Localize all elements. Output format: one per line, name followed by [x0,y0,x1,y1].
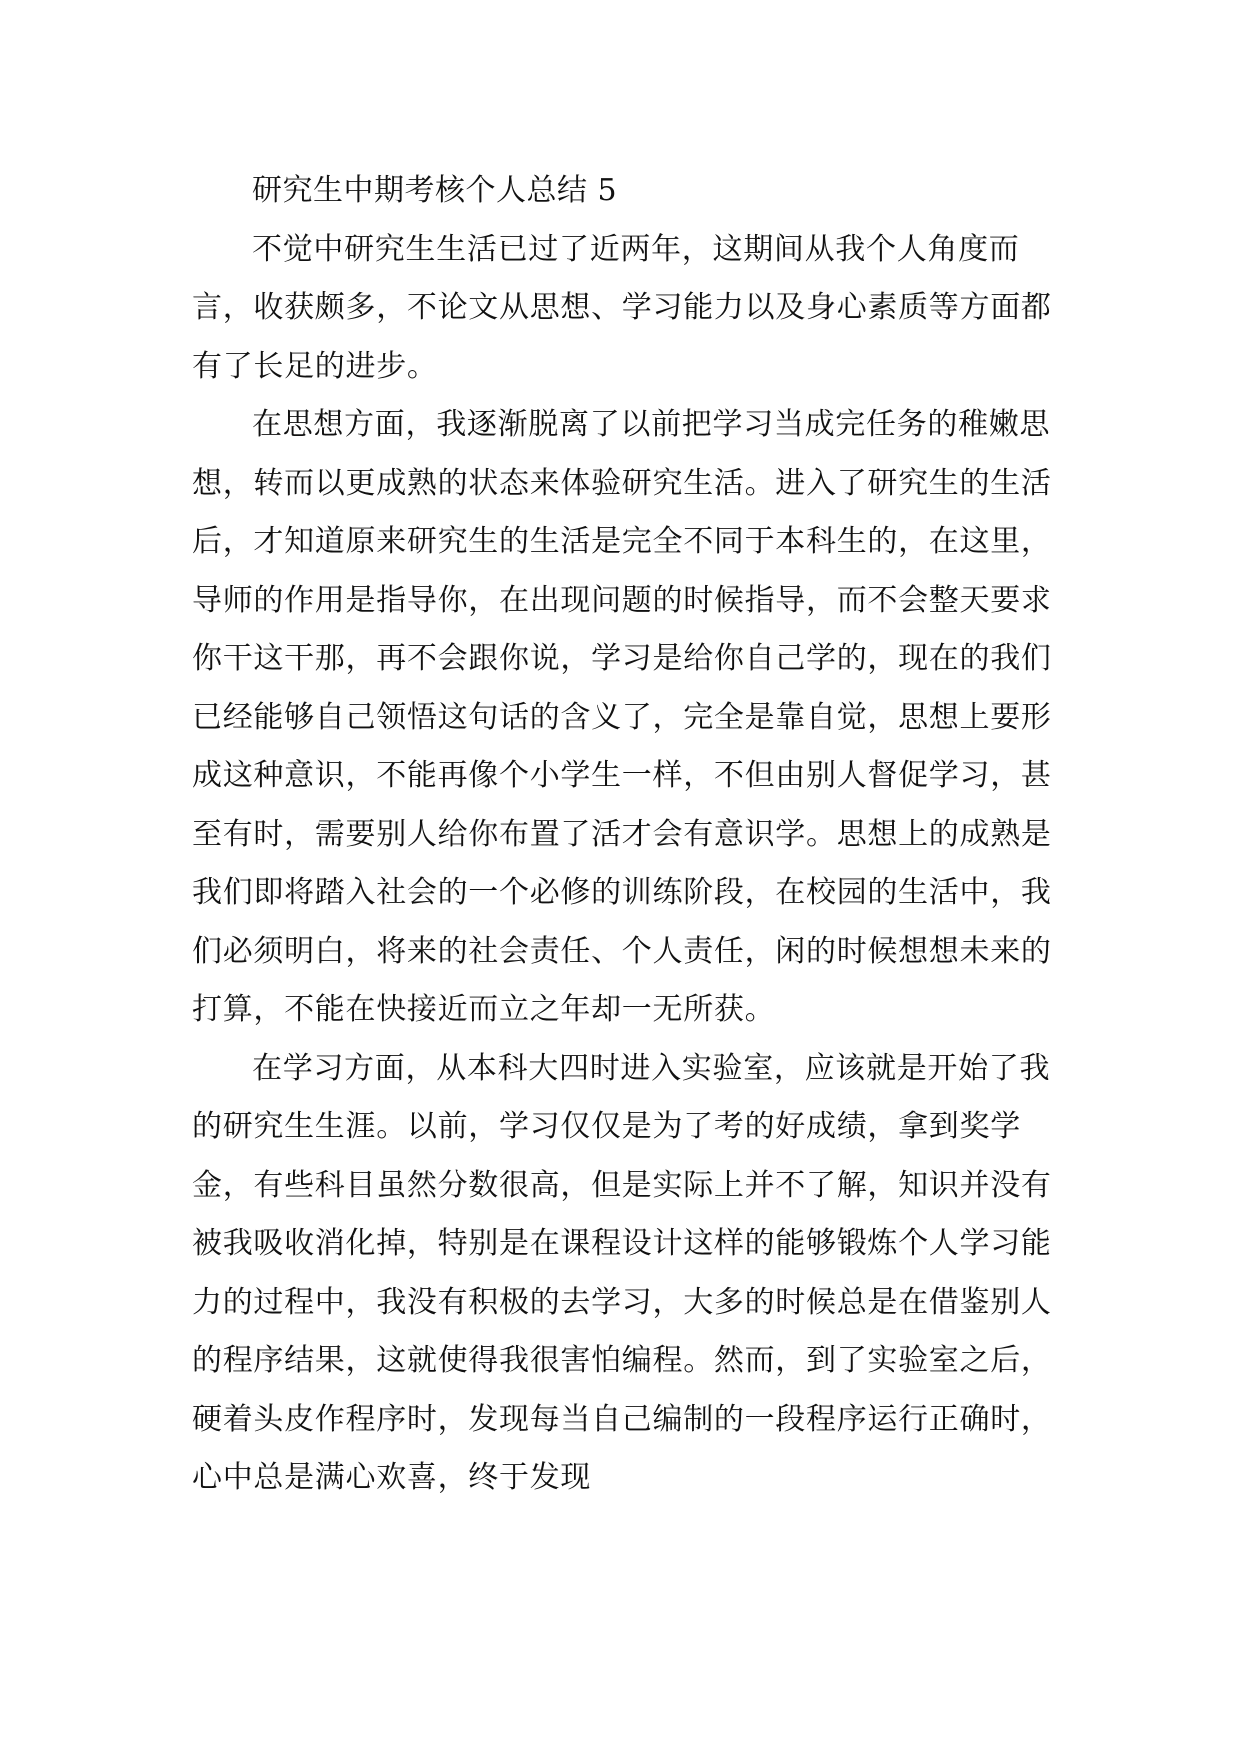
document-title: 研究生中期考核个人总结 5 [252,173,618,208]
paragraph-3: 在学习方面，从本科大四时进入实验室，应该就是开始了我的研究生生涯。以前，学习仅仅是为了考的好成绩，拿到奖学金，有些科目虽然分数很高，但是实际上并不了解，知识并没有被我吸收消化掉，特别是在课程设计这样的能够锻炼个人学习能力的过程中，我没有积极的去学习，大多的时候总是在借鉴别人的程序结果，这就使得我很害怕编程。然而，到了实验室之后，硬着头皮作程序时，发现每当自己编制的一段程序运行正确时，心中总是满心欢喜，终于发现 [192,1050,1052,1495]
paragraph-1: 不觉中研究生生活已过了近两年，这期间从我个人角度而言，收获颇多，不论文从思想、学习能力以及身心素质等方面都有了长足的进步。 [192,231,1052,384]
paragraph-2: 在思想方面，我逐渐脱离了以前把学习当成完任务的稚嫩思想，转而以更成熟的状态来体验研究生活。进入了研究生的生活后，才知道原来研究生的生活是完全不同于本科生的，在这里，导师的作用是指导你，在出现问题的时候指导，而不会整天要求你干这干那，再不会跟你说，学习是给你自己学的，现在的我们已经能够自己领悟这句话的含义了，完全是靠自觉，思想上要形成这种意识，不能再像个小学生一样，不但由别人督促学习，甚至有时，需要别人给你布置了活才会有意识学。思想上的成熟是我们即将踏入社会的一个必修的训练阶段，在校园的生活中，我们必须明白，将来的社会责任、个人责任，闲的时候想想未来的打算，不能在快接近而立之年却一无所获。 [192,407,1052,1027]
document-content [192,162,1052,1508]
